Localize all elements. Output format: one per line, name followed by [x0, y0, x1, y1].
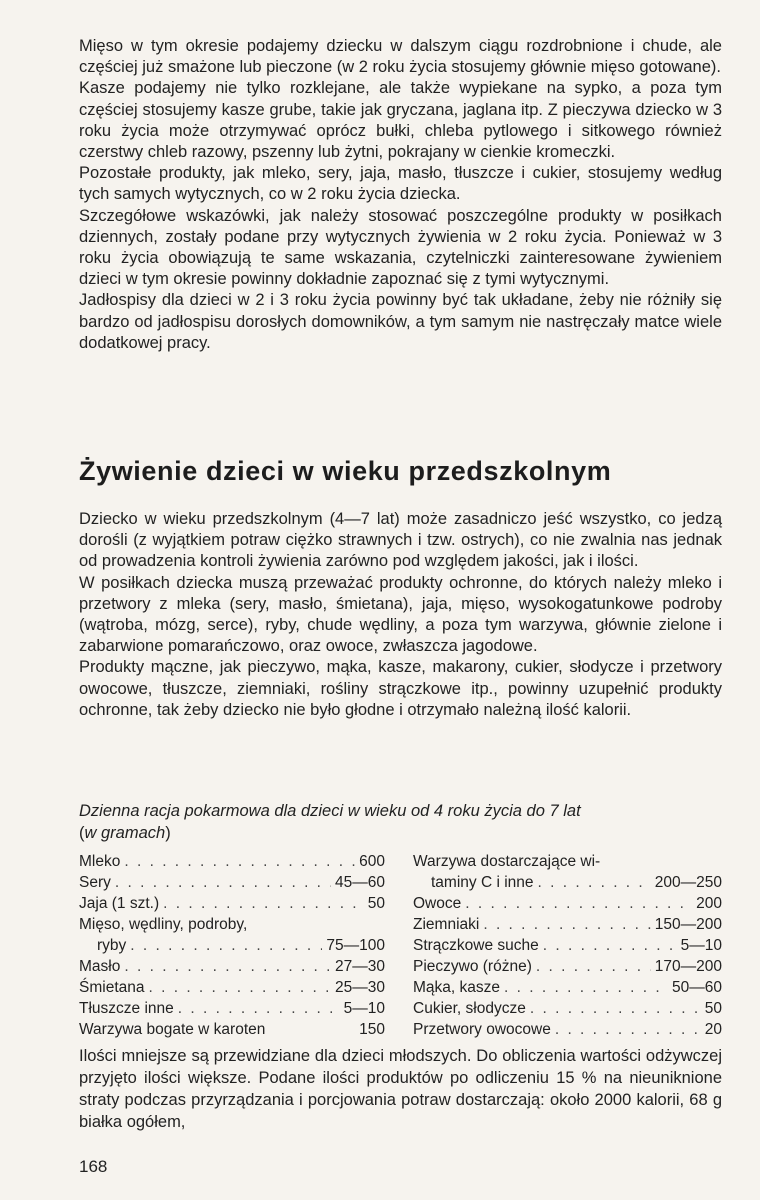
product-amount: 50: [367, 895, 385, 912]
paragraph: Jadłospisy dla dzieci w 2 i 3 roku życia powinny być tak układane, żeby nie różniły się bardzo od jadłospisu dorosłych domowników, a tym samym nie nastręczały matce wiele dodatkowej pracy.: [79, 291, 722, 352]
product-amount: 50—60: [672, 979, 722, 996]
table-row: [79, 956, 385, 977]
caption-paren-close: ): [165, 824, 171, 842]
table-row: [413, 977, 722, 998]
table-row: [413, 914, 722, 935]
table-row: [79, 977, 385, 998]
table-row: [413, 851, 722, 872]
caption-paren-open: (: [79, 824, 85, 842]
product-name: Strączkowe suche: [413, 937, 539, 954]
table-row: [413, 1019, 722, 1040]
product-amount: 150—200: [654, 916, 722, 933]
table-caption: [79, 800, 722, 844]
product-amount: 150: [359, 1021, 385, 1038]
product-name: Cukier, słodycze: [413, 1000, 526, 1017]
product-name: Tłuszcze inne: [79, 1000, 174, 1017]
table-row: [79, 893, 385, 914]
product-amount: 50: [704, 1000, 722, 1017]
table-row: [79, 935, 385, 956]
product-amount: 600: [359, 853, 385, 870]
paragraph: Szczegółowe wskazówki, jak należy stosować poszczególne produkty w posiłkach dziennych, zostały podane przy wytycznych żywienia w 2 roku życia. Ponieważ w 3 roku życia obowiązują te same wskazania, czytelniczki zainteresowane żywieniem dzieci w tym okresie powinny dokładnie zapoznać się z tymi wytycznymi.: [79, 206, 722, 289]
product-amount: 5—10: [680, 937, 722, 954]
intro-text: [79, 36, 722, 354]
table-row: [413, 956, 722, 977]
table-row: [413, 998, 722, 1019]
product-name: Ziemniaki: [413, 916, 480, 933]
closing-paragraph: Ilości mniejsze są przewidziane dla dzieci młodszych. Do obliczenia wartości odżywczej przyjęto ilości większe. Podane ilości produktów po odliczeniu 15 % na nieuniknione straty podczas przyrządzania i porcjowania potraw dostarczają: około 2000 kalorii, 68 g białka ogółem,: [79, 1047, 722, 1131]
product-name: Sery: [79, 874, 111, 891]
product-amount: 170—200: [654, 958, 722, 975]
product-amount: 75—100: [326, 937, 385, 954]
table-row: [79, 998, 385, 1019]
product-name: Przetwory owocowe: [413, 1021, 551, 1038]
product-name: Warzywa dostarczające wi-: [413, 853, 601, 870]
paragraph: Pozostałe produkty, jak mleko, sery, jaja, masło, tłuszcze i cukier, stosujemy według tych samych wytycznych, co w 2 roku życia dziecka.: [79, 164, 722, 204]
product-name: Warzywa bogate w karoten: [79, 1021, 266, 1038]
product-name: Mięso, wędliny, podroby,: [79, 916, 248, 933]
table-row: [79, 851, 385, 872]
table-row: [413, 872, 722, 893]
product-amount: 25—30: [335, 979, 385, 996]
table-row: [413, 935, 722, 956]
paragraph: Mięso w tym okresie podajemy dziecku w dalszym ciągu rozdrobnione i chude, ale częściej już smażone lub pieczone (w 2 roku życia stosujemy głównie mięso gotowane).: [79, 37, 722, 77]
product-name: Pieczywo (różne): [413, 958, 532, 975]
product-name: Mleko: [79, 853, 121, 870]
table-row: [413, 893, 722, 914]
section-heading: Żywienie dzieci w wieku przedszkolnym: [79, 456, 612, 486]
product-amount: 200—250: [654, 874, 722, 891]
product-name: Masło: [79, 958, 121, 975]
product-amount: 27—30: [335, 958, 385, 975]
product-name: taminy C i inne: [431, 874, 534, 891]
product-name: Śmietana: [79, 979, 145, 996]
product-amount: 200: [696, 895, 722, 912]
paragraph: Kasze podajemy nie tylko rozklejane, ale także wypiekane na sypko, a poza tym częściej stosujemy kasze grube, takie jak gryczana, jaglana itp. Z pieczywa dziecko w 3 roku życia może otrzymywać oprócz bułki, chleba pytlowego i sitkowego również czerstwy chleb razowy, pszenny lub żytni, pokrajany w cienkie kromeczki.: [79, 79, 722, 162]
table-row: [79, 872, 385, 893]
paragraph: Dziecko w wieku przedszkolnym (4—7 lat) może zasadniczo jeść wszystko, co jedzą dorośli (z wyjątkiem potraw ciężko strawnych i tzw. ostrych), co nie zwalnia nas jednak od prowadzenia kontroli żywienia zarówno pod względem jakości, jak i ilości.: [79, 510, 722, 571]
caption-line-2: w gramach: [84, 824, 166, 842]
product-amount: 45—60: [335, 874, 385, 891]
paragraph: Produkty mączne, jak pieczywo, mąka, kasze, makarony, cukier, słodycze i przetwory owocowe, tłuszcze, ziemniaki, rośliny strączkowe itp., powinny uzupełnić produkty ochronne, tak żeby dziecko nie było głodne i otrzymało należną ilość kalorii.: [79, 658, 722, 719]
product-name: Jaja (1 szt.): [79, 895, 160, 912]
product-amount: 20: [704, 1021, 722, 1038]
ration-column-left: [79, 851, 385, 1040]
section-text: [79, 509, 722, 721]
page-number: 168: [79, 1157, 108, 1176]
ration-column-right: [413, 851, 722, 1040]
product-amount: 5—10: [343, 1000, 385, 1017]
table-row: [79, 1019, 385, 1040]
caption-line-1: Dzienna racja pokarmowa dla dzieci w wieku od 4 roku życia do 7 lat: [79, 802, 581, 820]
paragraph: W posiłkach dziecka muszą przeważać produkty ochronne, do których należy mleko i przetwory z mleka (sery, masło, śmietana), jaja, mięso, wysokogatunkowe podroby (wątroba, mózg, serce), ryby, chude wędliny, a poza tym warzywa, głównie zielone i zabarwione pomarańczowo, oraz owoce, zwłaszcza jagodowe.: [79, 573, 722, 656]
product-name: Mąka, kasze: [413, 979, 501, 996]
table-row: [79, 914, 385, 935]
product-name: Owoce: [413, 895, 462, 912]
product-name: ryby: [97, 937, 127, 954]
